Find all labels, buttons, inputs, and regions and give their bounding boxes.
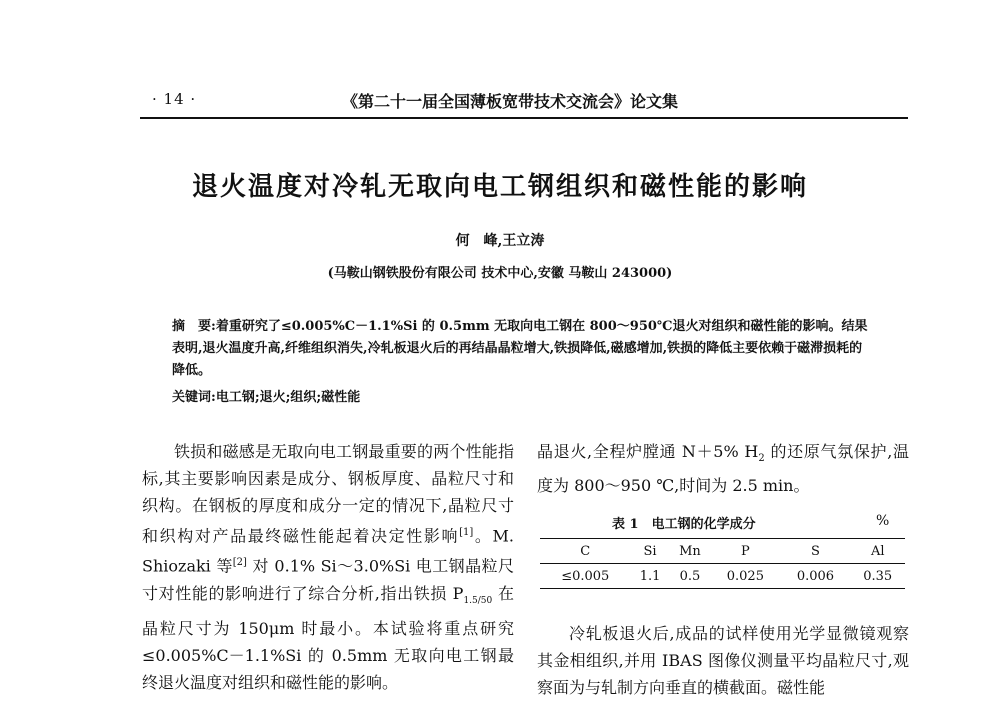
header-rule <box>140 117 908 119</box>
paper-title: 退火温度对冷轧无取向电工钢组织和磁性能的影响 <box>191 172 808 202</box>
keywords <box>172 386 872 405</box>
paragraph: 冷轧板退火后,成品的试样使用光学显微镜观察其金相组织,并用 IBAS 图像仪测量平均晶粒尺寸,观察面为与轧制方向垂直的横截面。磁性能 <box>537 624 909 697</box>
table-cell: ≤0.005 <box>561 568 610 584</box>
table-header-cell: Al <box>870 543 885 559</box>
abstract-text: 着重研究了≤0.005%C－1.1%Si 的 0.5mm 无取向电工钢在 800～950℃退火对组织和磁性能的影响。结果表明,退火温度升高,纤维组织消失,冷轧板退火后的再结晶晶粒增大,铁损降低,磁感增加,铁损的降低主要依赖于磁滞损耗的降低。 <box>172 319 868 378</box>
text-run: 在晶粒尺寸为 150μm 时最小。本试验将重点研究≤0.005%C－1.1%Si 的 0.5mm 无取向电工钢最终退火温度对组织和磁性能的影响。 <box>142 583 514 692</box>
abstract-label: 摘 要: <box>172 319 216 334</box>
table-unit: % <box>876 513 890 529</box>
affiliation: (马鞍山钢铁股份有限公司 技术中心,安徽 马鞍山 243000) <box>327 266 673 281</box>
keywords-label: 关键词: <box>172 390 216 405</box>
table-header-cell: P <box>740 543 750 559</box>
keywords-text: 电工钢;退火;组织;磁性能 <box>215 390 361 405</box>
table-header-cell: S <box>810 543 820 559</box>
table-cell: 0.5 <box>679 568 701 584</box>
subscript: 1.5/50 <box>463 595 493 606</box>
table-cell: 1.1 <box>639 568 661 584</box>
table-header-row <box>540 539 905 564</box>
table-header-cell: Si <box>643 543 657 559</box>
chemical-composition-table <box>540 538 905 589</box>
authors: 何 峰,王立涛 <box>455 233 545 249</box>
table-caption: 表 1 电工钢的化学成分 <box>612 517 756 532</box>
page-number: · 14 · <box>152 90 197 108</box>
paragraph <box>537 438 909 499</box>
table-header-cell: Mn <box>679 543 701 559</box>
abstract <box>172 316 872 382</box>
text-run: 对 0.1% Si～3.0%Si 电工钢晶粒尺寸对性能的影响进行了综合分析,指出铁损 P <box>142 556 514 603</box>
citation: [2] <box>232 557 247 569</box>
journal-title: 《第二十一届全国薄板宽带技术交流会》论文集 <box>341 92 678 111</box>
table-cell: 0.006 <box>796 568 835 584</box>
paragraph <box>142 438 514 696</box>
body-column-right-top <box>537 438 909 499</box>
table-cell: 0.025 <box>726 568 764 584</box>
table-header-cell: C <box>580 543 591 559</box>
text-run: 。M. Shiozaki 等 <box>142 526 514 576</box>
subscript: 2 <box>758 453 765 465</box>
table-cell: 0.35 <box>863 568 893 584</box>
body-column-left <box>142 438 514 696</box>
text-run: 晶退火,全程炉膛通 N＋5% H <box>537 442 759 461</box>
citation: [1] <box>459 527 474 538</box>
text-run: 的还原气氛保护,温度为 800～950 ℃,时间为 2.5 min。 <box>537 442 909 496</box>
body-column-right-bottom <box>537 620 909 701</box>
table-row <box>540 564 905 589</box>
text-run: 铁损和磁感是无取向电工钢最重要的两个性能指标,其主要影响因素是成分、钢板厚度、晶粒尺寸和织构。在钢板的厚度和成分一定的情况下,晶粒尺寸和织构对产品最终磁性能起着决定性影响 <box>142 442 514 546</box>
